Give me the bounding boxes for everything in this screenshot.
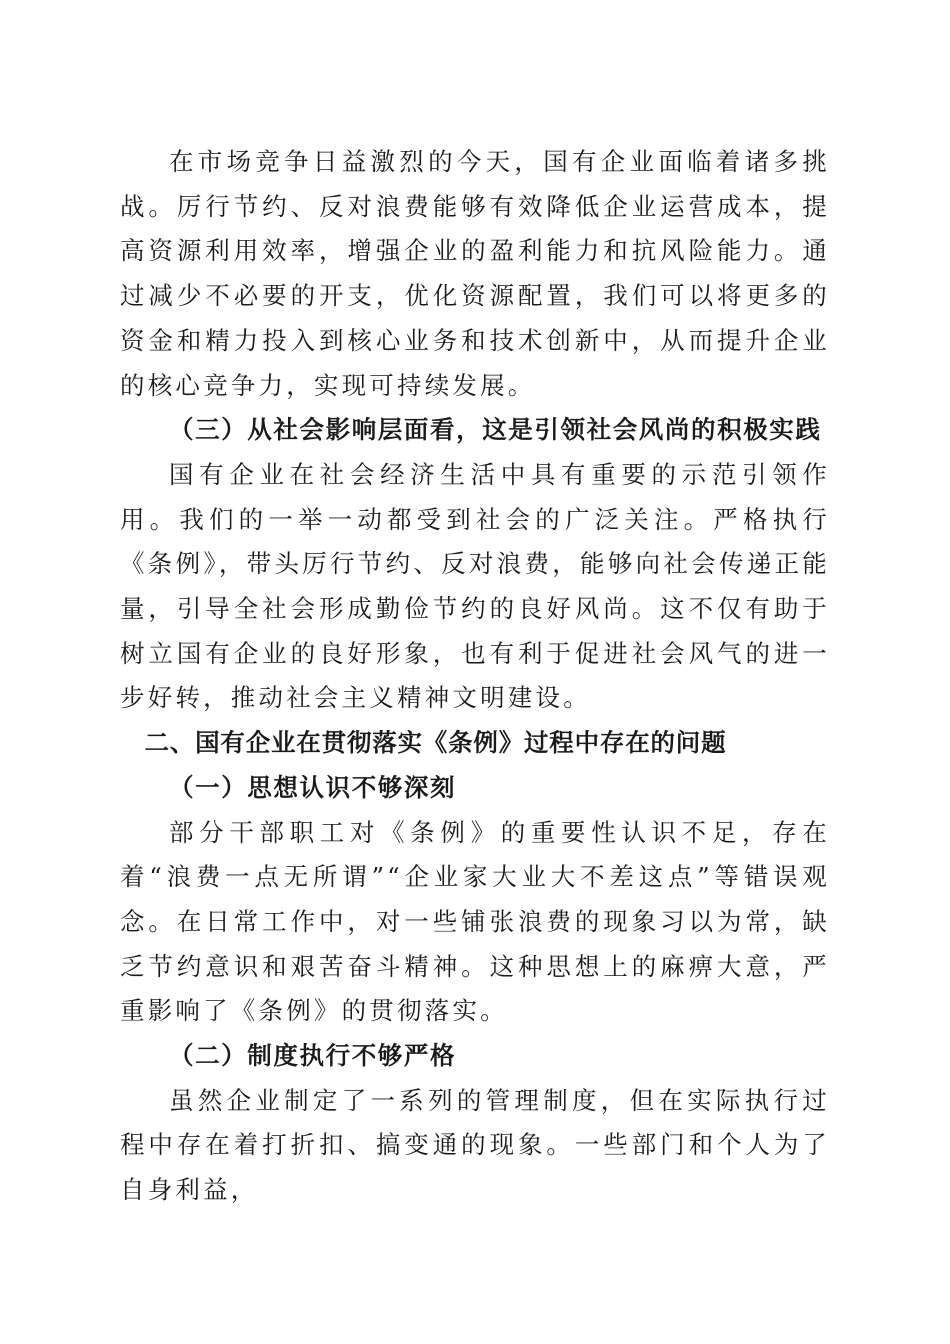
subheading-social-influence: （三）从社会影响层面看，这是引领社会风尚的积极实践 [169,415,822,445]
paragraph-social-influence: 国有企业在社会经济生活中具有重要的示范引领作用。我们的一举一动都受到社会的广泛关注。严格执行《条例》，带头厉行节约、反对浪费，能够向社会传递正能量，引导全社会形成勤俭节约的良好风尚。这不仅有助于树立国有企业的良好形象，也有利于促进社会风气的进一步好转，推动社会主义精神文明建设。 [120,459,830,713]
document-body [120,140,830,1213]
paragraph-ideological-awareness: 部分干部职工对《条例》的重要性认识不足，存在着“浪费一点无所谓”“企业家大业大不差这点”等错误观念。在日常工作中，对一些铺张浪费的现象习以为常，缺乏节约意识和艰苦奋斗精神。这种思想上的麻痹大意，严重影响了《条例》的贯彻落实。 [120,817,830,1026]
subheading-ideological-awareness: （一）思想认识不够深刻 [169,772,457,802]
paragraph-economic-benefit: 在市场竞争日益激烈的今天，国有企业面临着诸多挑战。厉行节约、反对浪费能够有效降低企业运营成本，提高资源利用效率，增强企业的盈利能力和抗风险能力。通过减少不必要的开支，优化资源配置，我们可以将更多的资金和精力投入到核心业务和技术创新中，从而提升企业的核心竞争力，实现可持续发展。 [120,147,830,400]
paragraph-system-enforcement: 虽然企业制定了一系列的管理制度，但在实际执行过程中存在着打折扣、搞变通的现象。一些部门和个人为了自身利益， [120,1085,830,1205]
section-heading-problems: 二、国有企业在贯彻落实《条例》过程中存在的问题 [144,728,727,758]
subheading-system-enforcement: （二）制度执行不够严格 [169,1041,457,1071]
